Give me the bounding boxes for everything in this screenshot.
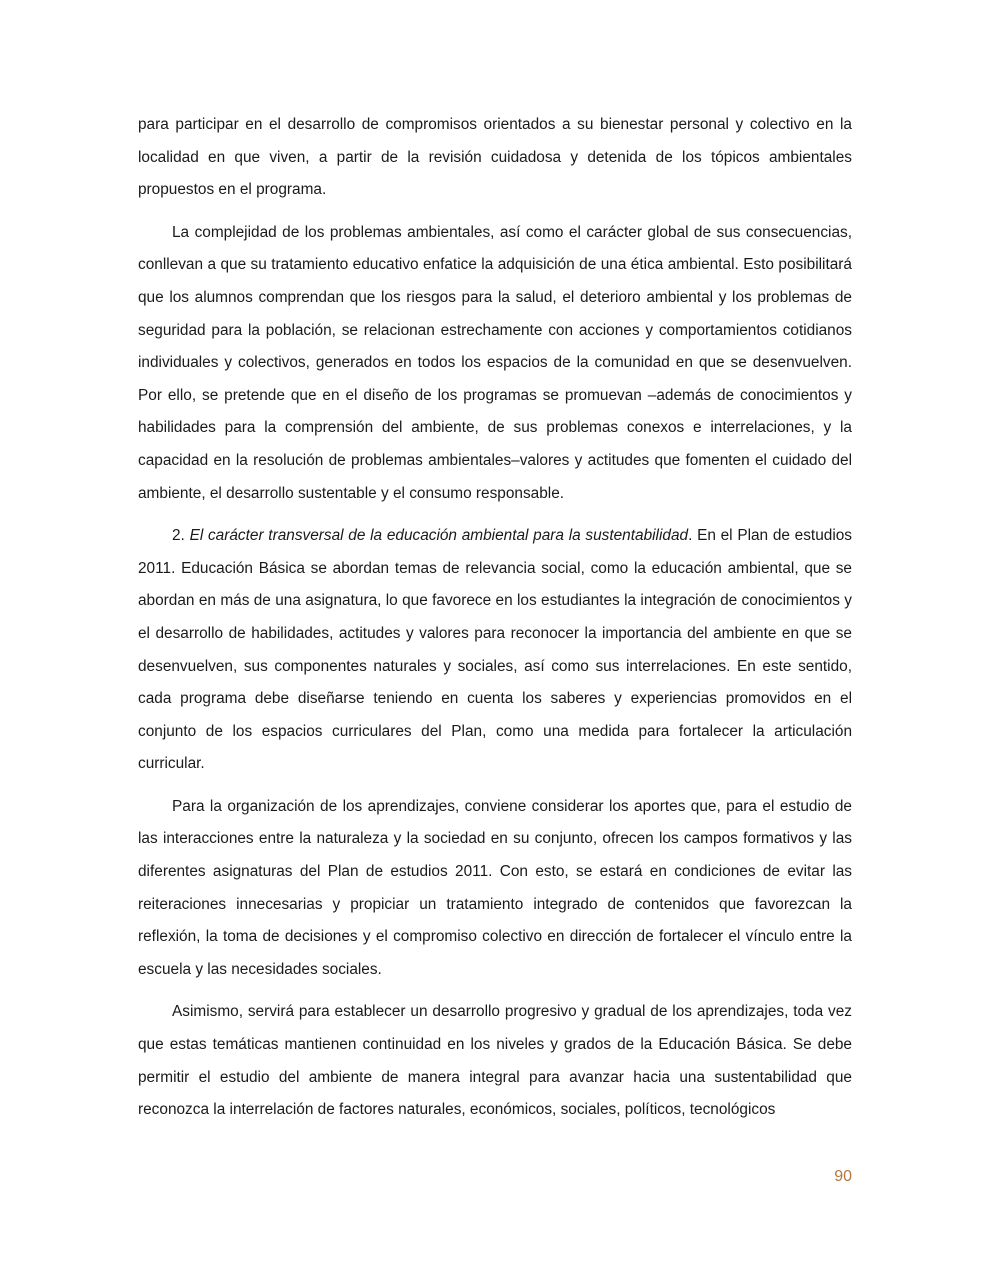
paragraph-text: . En el Plan de estudios 2011. Educación Básica se abordan temas de relevancia social, como la educación ambiental, que se abordan en más de una asignatura, lo que favorece en los estudiantes la integración de conocimientos y el desarrollo de habilidades, actitudes y valores para reconocer la importancia del ambiente en que se desenvuelven, sus componentes naturales y sociales, así como sus interrelaciones. En este sentido, cada programa debe diseñarse teniendo en cuenta los saberes y experiencias promovidos en el conjunto de los espacios curriculares del Plan, como una medida para fortalecer la articulación curricular. [138, 527, 853, 773]
paragraph-learning-organization: Para la organización de los aprendizajes, conviene considerar los aportes que, para el estudio de las interacciones entre la naturaleza y la sociedad en su conjunto, ofrecen los campos formativos y las diferentes asignaturas del Plan de estudios 2011. Con esto, se estará en condiciones de evitar las reiteraciones innecesarias y propiciar un tratamiento integrado de contenidos que favorezcan la reflexión, la toma de decisiones y el compromiso colectivo en dirección de fortalecer el vínculo entre la escuela y las necesidades sociales. [138, 797, 852, 978]
paragraph-continuation: para participar en el desarrollo de compromisos orientados a su bienestar personal y colectivo en la localidad en que viven, a partir de la revisión cuidadosa y detenida de los tópicos ambientales propuestos en el programa. [138, 116, 852, 199]
section-heading-italic: El carácter transversal de la educación ambiental para la sustentabilidad [189, 527, 689, 545]
document-body [138, 109, 852, 1137]
paragraph-transversal-character [138, 520, 852, 781]
paragraph-environmental-ethics: La complejidad de los problemas ambientales, así como el carácter global de sus consecuencias, conllevan a que su tratamiento educativo enfatice la adquisición de una ética ambiental. Esto posibilitará que los alumnos comprendan que los riesgos para la salud, el deterioro ambiental y los problemas de seguridad para la población, se relacionan estrechamente con acciones y comportamientos cotidianos individuales y colectivos, generados en todos los espacios de la comunidad en que se desenvuelven. Por ello, se pretende que en el diseño de los programas se promuevan –además de conocimientos y habilidades para la comprensión del ambiente, de sus problemas conexos e interrelaciones, y la capacidad en la resolución de problemas ambientales–valores y actitudes que fomenten el cuidado del ambiente, el desarrollo sustentable y el consumo responsable. [138, 223, 852, 502]
paragraph-progressive-development: Asimismo, servirá para establecer un desarrollo progresivo y gradual de los aprendizajes, toda vez que estas temáticas mantienen continuidad en los niveles y grados de la Educación Básica. Se debe permitir el estudio del ambiente de manera integral para avanzar hacia una sustentabilidad que reconozca la interrelación de factores naturales, económicos, sociales, políticos, tecnológicos [138, 1003, 852, 1119]
list-number: 2. [172, 527, 185, 545]
page-number: 90 [834, 1168, 852, 1185]
